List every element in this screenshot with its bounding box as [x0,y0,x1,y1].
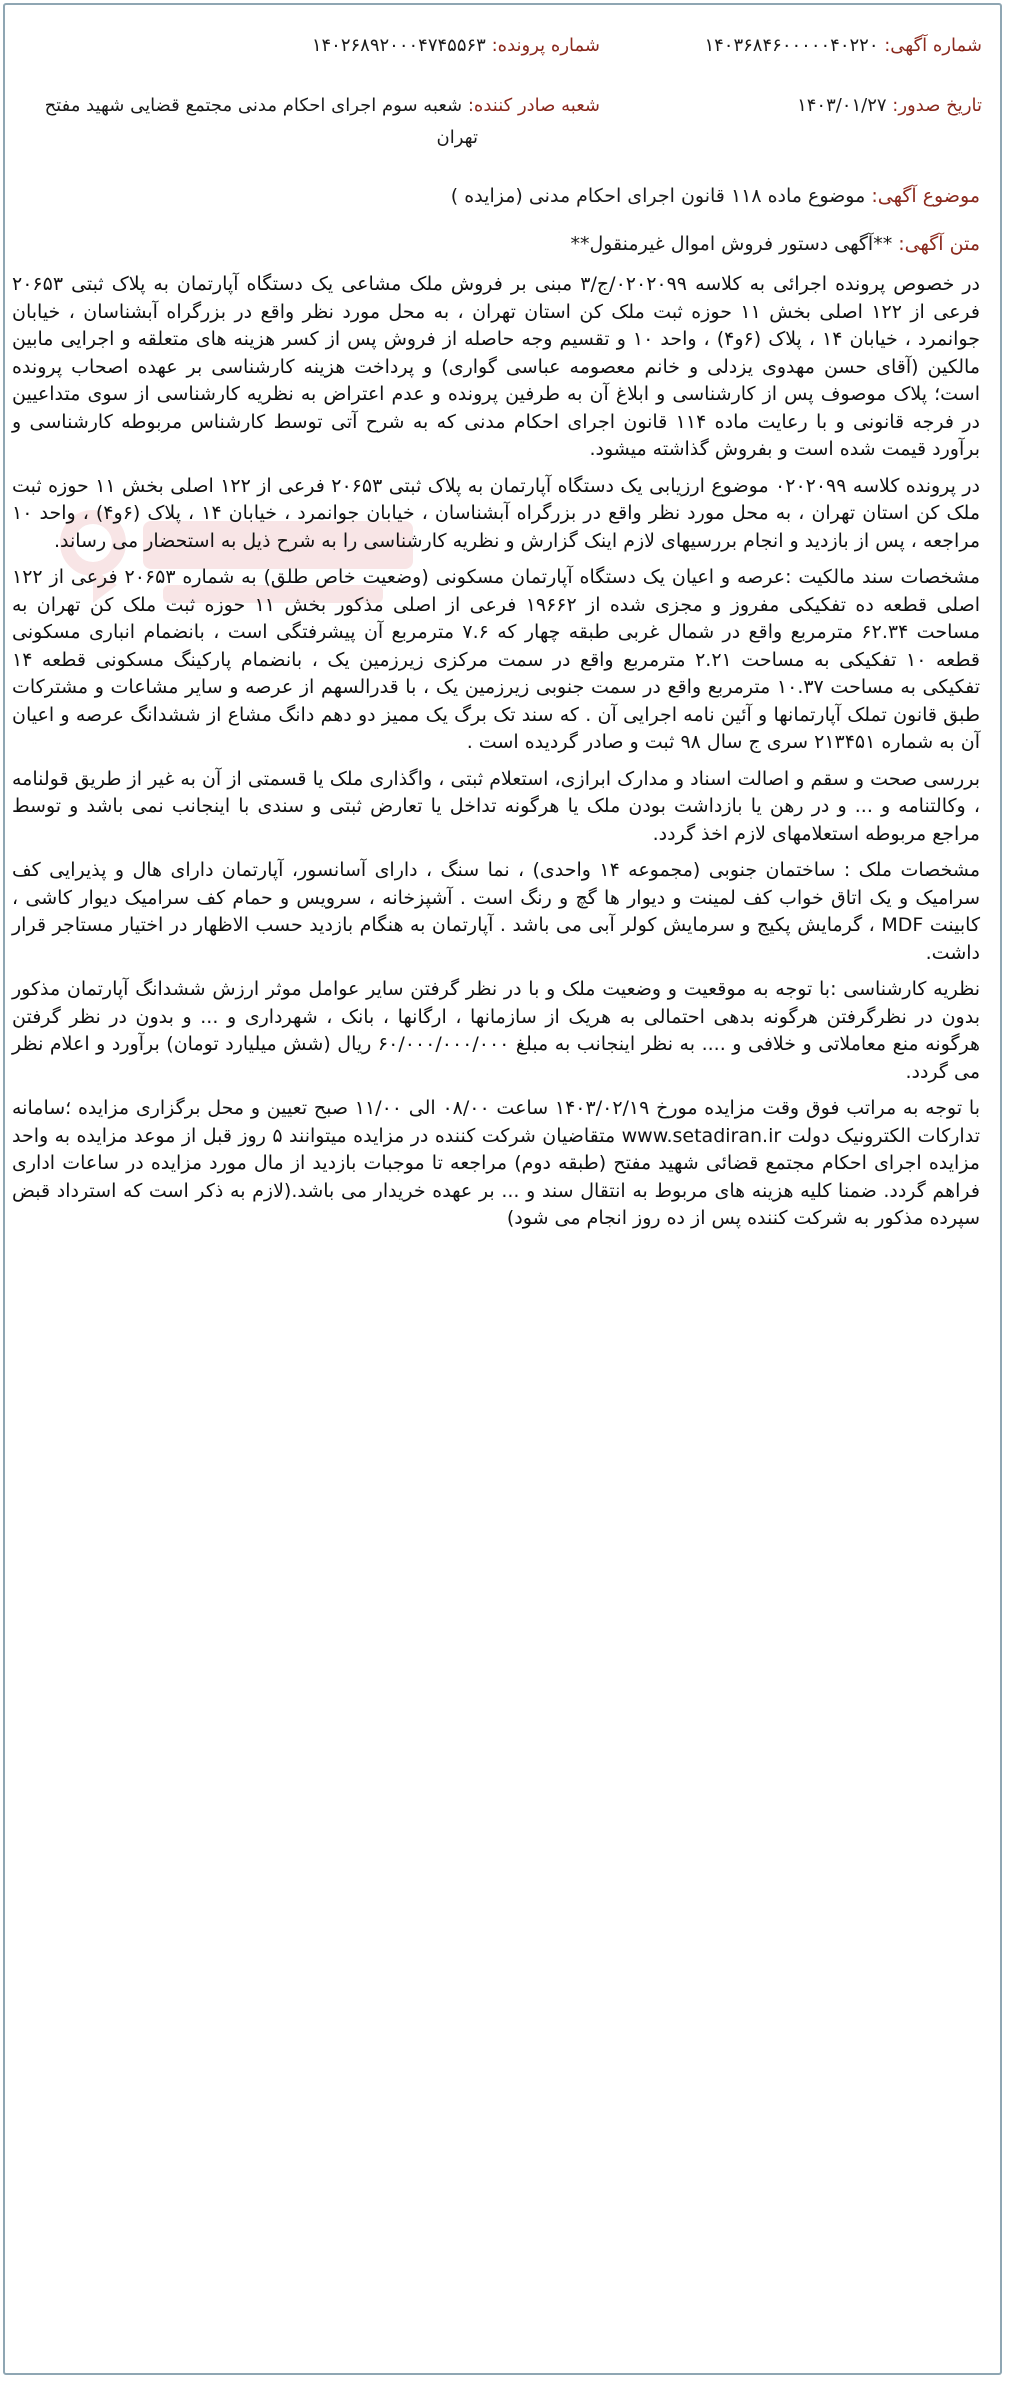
paragraph-property-specs: مشخصات ملک : ساختمان جنوبی (مجموعه ۱۴ واحدی) ، نما سنگ ، دارای آسانسور، آپارتمان دارای هال و پذیرایی کف سرامیک و یک اتاق خواب کف لمینت و دیوار ها گچ و رنگ است . آشپزخانه ، سرویس و حمام کف سرامیک دیوار کاشی ، کابینت MDF ، گرمایش پکیج و سرمایش کولر آبی می باشد . آپارتمان به هنگام بازدید حسب الاظهار در اختیار مستاجر قرار داشت. [12,859,980,964]
ad-body [12,271,980,1242]
ad-number-value: ۱۴۰۳۶۸۴۶۰۰۰۰۰۴۰۲۲۰ [704,35,879,56]
ad-number [704,31,982,61]
paragraph-expert-opinion: نظریه کارشناسی :با توجه به موقعیت و وضعیت ملک و با در نظر گرفتن سایر عوامل موثر ارزش ششدانگ آپارتمان مذکور بدون در نظرگرفتن هرگونه بدهی احتمالی به هریک از سازمانها ، ارگانها ، بانک ، شهرداری و ... و بدون در نظر گرفتن هرگونه منع معاملاتی و خلافی و .... به نظر اینجانب به مبلغ ۶۰/۰۰۰/۰۰۰/۰۰۰ ریال (شش میلیارد تومان) برآورد و اعلام نظر می گردد. [12,978,980,1083]
case-number [312,31,600,61]
subject-value: موضوع ماده ۱۱۸ قانون اجرای احکام مدنی (مزایده ) [450,185,866,207]
issue-date [797,91,982,121]
issuer-label: شعبه صادر کننده: [467,95,600,116]
notice-card [3,3,1002,2375]
case-number-label: شماره پرونده: [491,35,600,56]
paragraph-assessment: در پرونده کلاسه ۰۲۰۲۰۹۹ موضوع ارزیابی یک دستگاه آپارتمان به پلاک ثبتی ۲۰۶۵۳ فرعی از ۱۲۲ اصلی بخش ۱۱ حوزه ثبت ملک کن استان تهران ، به محل مورد نظر واقع در بزرگراه آبشناسان ، خیابان جوانمرد ، خیابان ۱۴ ، پلاک (۶و۴) ، واحد ۱۰ مراجعه ، پس از بازدید و انجام بررسیهای لازم اینک گزارش و نظریه کارشناسی را به شرح ذیل به استحضار می رساند. [12,474,981,552]
issue-date-label: تاریخ صدور: [892,95,982,116]
paragraph-verification: بررسی صحت و سقم و اصالت اسناد و مدارک ابرازی، استعلام ثبتی ، واگذاری ملک یا قسمتی از آن به غیر از طریق قولنامه ، وکالتنامه و ... و در رهن یا بازداشت بودن ملک یا هرگونه تداخل یا تعارض ثبتی و سندی با اینجانب نمی باشد و توسط مراجع مربوطه استعلامهای لازم اخذ گردد. [12,767,980,845]
issuer [45,91,600,121]
ad-text-row [570,229,980,259]
ad-text-label: متن آگهی: [898,233,980,255]
issue-date-value: ۱۴۰۳/۰۱/۲۷ [797,95,887,116]
paragraph-auction-details: با توجه به مراتب فوق وقت مزایده مورخ ۱۴۰۳/۰۲/۱۹ ساعت ۰۸/۰۰ الی ۱۱/۰۰ صبح تعیین و محل برگزاری مزایده ؛سامانه تدارکات الکترونیک دولت www.setadiran.ir متقاضیان شرکت کننده در مزایده میتوانند ۵ روز قبل از موعد مزایده به واحد مزایده اجرای احکام مجتمع قضائی شهید مفتح (طبقه دوم) مراجعه تا موجبات بازدید از مال مورد مزایده در ساعات اداری فراهم گردد. ضمنا کلیه هزینه های مربوط به انتقال سند و ... بر عهده خریدار می باشد.(لازم به ذکر است که استرداد قبض سپرده مذکور به شرکت کننده پس از ده روز انجام می شود) [12,1097,980,1229]
subject-row [451,181,980,211]
issuer-continued [437,123,478,153]
case-number-value: ۱۴۰۲۶۸۹۲۰۰۰۴۷۴۵۵۶۳ [311,35,486,56]
issuer-value-line2: تهران [436,127,478,148]
ad-number-label: شماره آگهی: [884,35,982,56]
subject-label: موضوع آگهی: [871,185,980,207]
notice-header [5,31,1000,161]
paragraph-intro: در خصوص پرونده اجرائی به کلاسه ۰۲۰۲۰۹۹/ج/۳ مبنی بر فروش ملک مشاعی یک دستگاه آپارتمان به پلاک ثبتی ۲۰۶۵۳ فرعی از ۱۲۲ اصلی بخش ۱۱ حوزه ثبت ملک کن استان تهران ، به محل مورد نظر واقع در بزرگراه آبشناسان ، خیابان جوانمرد ، خیابان ۱۴ ، پلاک (۶و۴) ، واحد ۱۰ و تقسیم وجه حاصله از فروش پس از کسر هزینه های متعلقه و اجرایی مابین مالکین (آقای حسن مهدوی یزدلی و خانم معصومه عباسی گواری) و پرداخت هزینه کارشناسی بر عهده اصحاب پرونده است؛ پلاک موصوف پس از کارشناسی و ابلاغ آن به طرفین پرونده و عدم اعتراض به نظریه کارشناسی از سوی متداعیین در فرجه قانونی و با رعایت ماده ۱۱۴ قانون اجرای احکام مدنی که به شرح آتی توسط کارشناس مربوطه کارشناسی و برآورد قیمت شده است و بفروش گذاشته میشود. [12,273,981,460]
ad-headline: **آگهی دستور فروش اموال غیرمنقول** [570,233,893,255]
issuer-value-line1: شعبه سوم اجرای احکام مدنی مجتمع قضایی شهید مفتح [44,95,463,116]
paragraph-deed-details: مشخصات سند مالکیت :عرصه و اعیان یک دستگاه آپارتمان مسکونی (وضعیت خاص طلق) به شماره ۲۰۶۵۳ فرعی از ۱۲۲ اصلی قطعه ده تفکیکی مفروز و مجزی شده از ۱۹۶۶۲ فرعی از اصلی مذکور بخش ۱۱ حوزه ثبت ملک کن تهران به مساحت ۶۲.۳۴ مترمربع واقع در شمال غربی طبقه چهار که ۷.۶ مترمربع آن پیشرفتگی است ، بانضمام انباری مسکونی قطعه ۱۰ تفکیکی به مساحت ۲.۲۱ مترمربع واقع در سمت مرکزی زیرزمین یک ، بانضمام پارکینگ مسکونی قطعه ۱۴ تفکیکی به مساحت ۱۰.۳۷ مترمربع واقع در سمت جنوبی زیرزمین یک ، با قدرالسهم از عرصه و سایر مشاعات و مشترکات طبق قانون تملک آپارتمانها و آئین نامه اجرایی آن . که سند تک برگ یک ممیز دو دهم دانگ مشاع از ششدانگ عرصه و اعیان آن به شماره ۲۱۳۴۵۱ سری ج سال ۹۸ ثبت و صادر گردیده است . [12,566,981,753]
